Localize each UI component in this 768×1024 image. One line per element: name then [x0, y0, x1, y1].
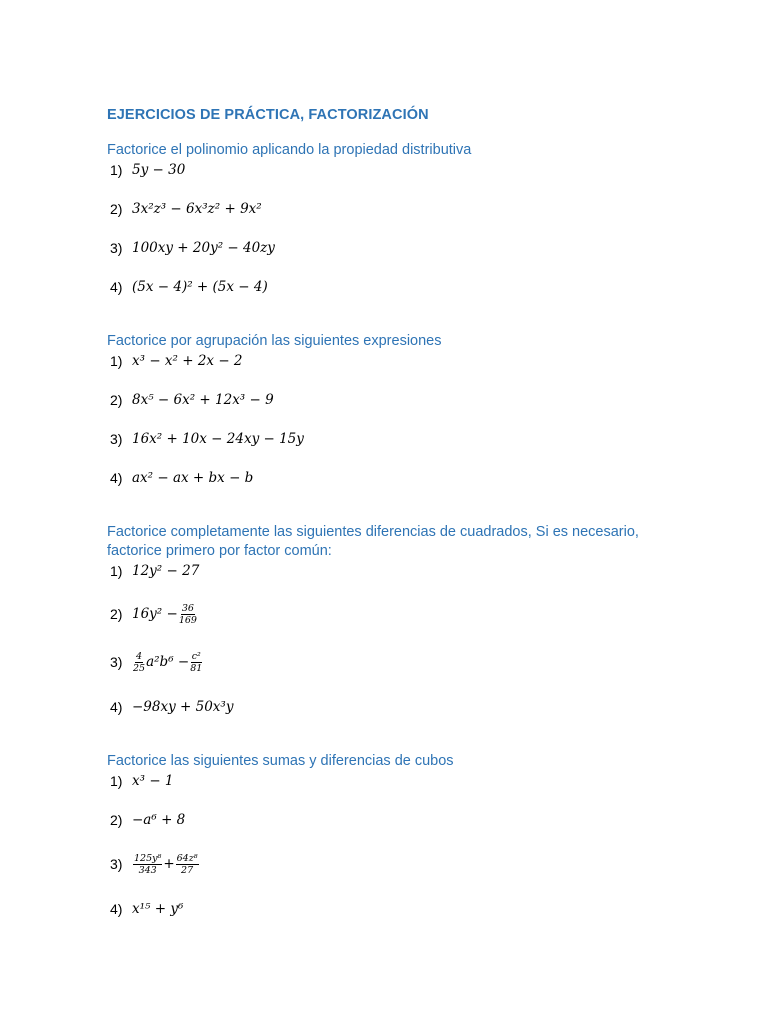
item-number: 1)	[110, 353, 123, 369]
fraction-denominator: 343	[138, 864, 157, 876]
expression	[132, 603, 198, 626]
fraction-denominator: 169	[178, 614, 197, 626]
exercise-item	[110, 850, 200, 878]
expression: −98xy + 50x³y	[132, 699, 234, 715]
expression	[132, 651, 203, 674]
fraction-numerator: 4	[136, 650, 143, 662]
item-number: 4)	[110, 279, 123, 295]
fraction	[133, 651, 145, 674]
item-number: 3)	[110, 856, 123, 872]
item-number: 3)	[110, 240, 123, 256]
expression: (5x − 4)² + (5x − 4)	[132, 279, 268, 295]
exercise-item	[110, 429, 304, 449]
expression: x³ − 1	[132, 773, 174, 789]
item-number: 1)	[110, 563, 123, 579]
exercise-item	[110, 277, 268, 297]
section-heading-grouping: Factorice por agrupación las siguientes expresiones	[107, 333, 442, 349]
item-number: 1)	[110, 162, 123, 178]
expression	[132, 853, 200, 876]
expression-part: a²b⁶ −	[146, 654, 190, 670]
exercise-item	[110, 899, 183, 919]
expression: 16x² + 10x − 24xy − 15y	[132, 431, 304, 447]
expression: 5y − 30	[132, 162, 186, 178]
exercise-item	[110, 561, 199, 581]
exercise-item	[110, 238, 275, 258]
section-heading-squares-line2: factorice primero por factor común:	[107, 543, 332, 559]
fraction	[190, 651, 202, 674]
fraction-denominator: 25	[133, 662, 146, 674]
expression: 100xy + 20y² − 40zy	[132, 240, 275, 256]
fraction	[179, 603, 197, 626]
expression-part: +	[163, 856, 175, 872]
expression: x¹⁵ + y⁶	[132, 901, 184, 917]
fraction-numerator: 36	[181, 602, 194, 614]
item-number: 2)	[110, 812, 123, 828]
section-heading-squares: Factorice completamente las siguientes diferencias de cuadrados, Si es necesario,	[107, 524, 639, 540]
exercise-item	[110, 351, 243, 371]
exercise-item	[110, 390, 274, 410]
item-number: 2)	[110, 392, 123, 408]
page-title: EJERCICIOS DE PRÁCTICA, FACTORIZACIÓN	[107, 107, 429, 123]
item-number: 3)	[110, 654, 123, 670]
expression: ax² − ax + bx − b	[132, 470, 254, 486]
exercise-item	[110, 199, 262, 219]
exercise-item	[110, 649, 203, 675]
expression: −a⁶ + 8	[132, 812, 186, 828]
fraction	[133, 853, 162, 876]
fraction-numerator: c²	[191, 650, 201, 662]
fraction	[176, 853, 199, 876]
fraction-numerator: 125y⁸	[134, 852, 162, 864]
item-number: 4)	[110, 470, 123, 486]
expression: 3x²z³ − 6x³z² + 9x²	[132, 201, 262, 217]
section-heading-distributive: Factorice el polinomio aplicando la propiedad distributiva	[107, 142, 472, 158]
section-heading-cubes: Factorice las siguientes sumas y diferencias de cubos	[107, 753, 454, 769]
expression: x³ − x² + 2x − 2	[132, 353, 243, 369]
item-number: 4)	[110, 901, 123, 917]
exercise-item	[110, 771, 174, 791]
item-number: 2)	[110, 201, 123, 217]
exercise-item	[110, 160, 185, 180]
item-number: 1)	[110, 773, 123, 789]
expression: 12y² − 27	[132, 563, 200, 579]
expression-part: 16y² −	[132, 606, 178, 622]
exercise-item	[110, 810, 185, 830]
item-number: 4)	[110, 699, 123, 715]
expression: 8x⁵ − 6x² + 12x³ − 9	[132, 392, 274, 408]
item-number: 2)	[110, 606, 123, 622]
exercise-item	[110, 697, 233, 717]
item-number: 3)	[110, 431, 123, 447]
exercise-item	[110, 601, 198, 627]
fraction-denominator: 27	[181, 864, 194, 876]
fraction-denominator: 81	[190, 662, 203, 674]
exercise-item	[110, 468, 253, 488]
fraction-numerator: 64z⁸	[176, 852, 198, 864]
